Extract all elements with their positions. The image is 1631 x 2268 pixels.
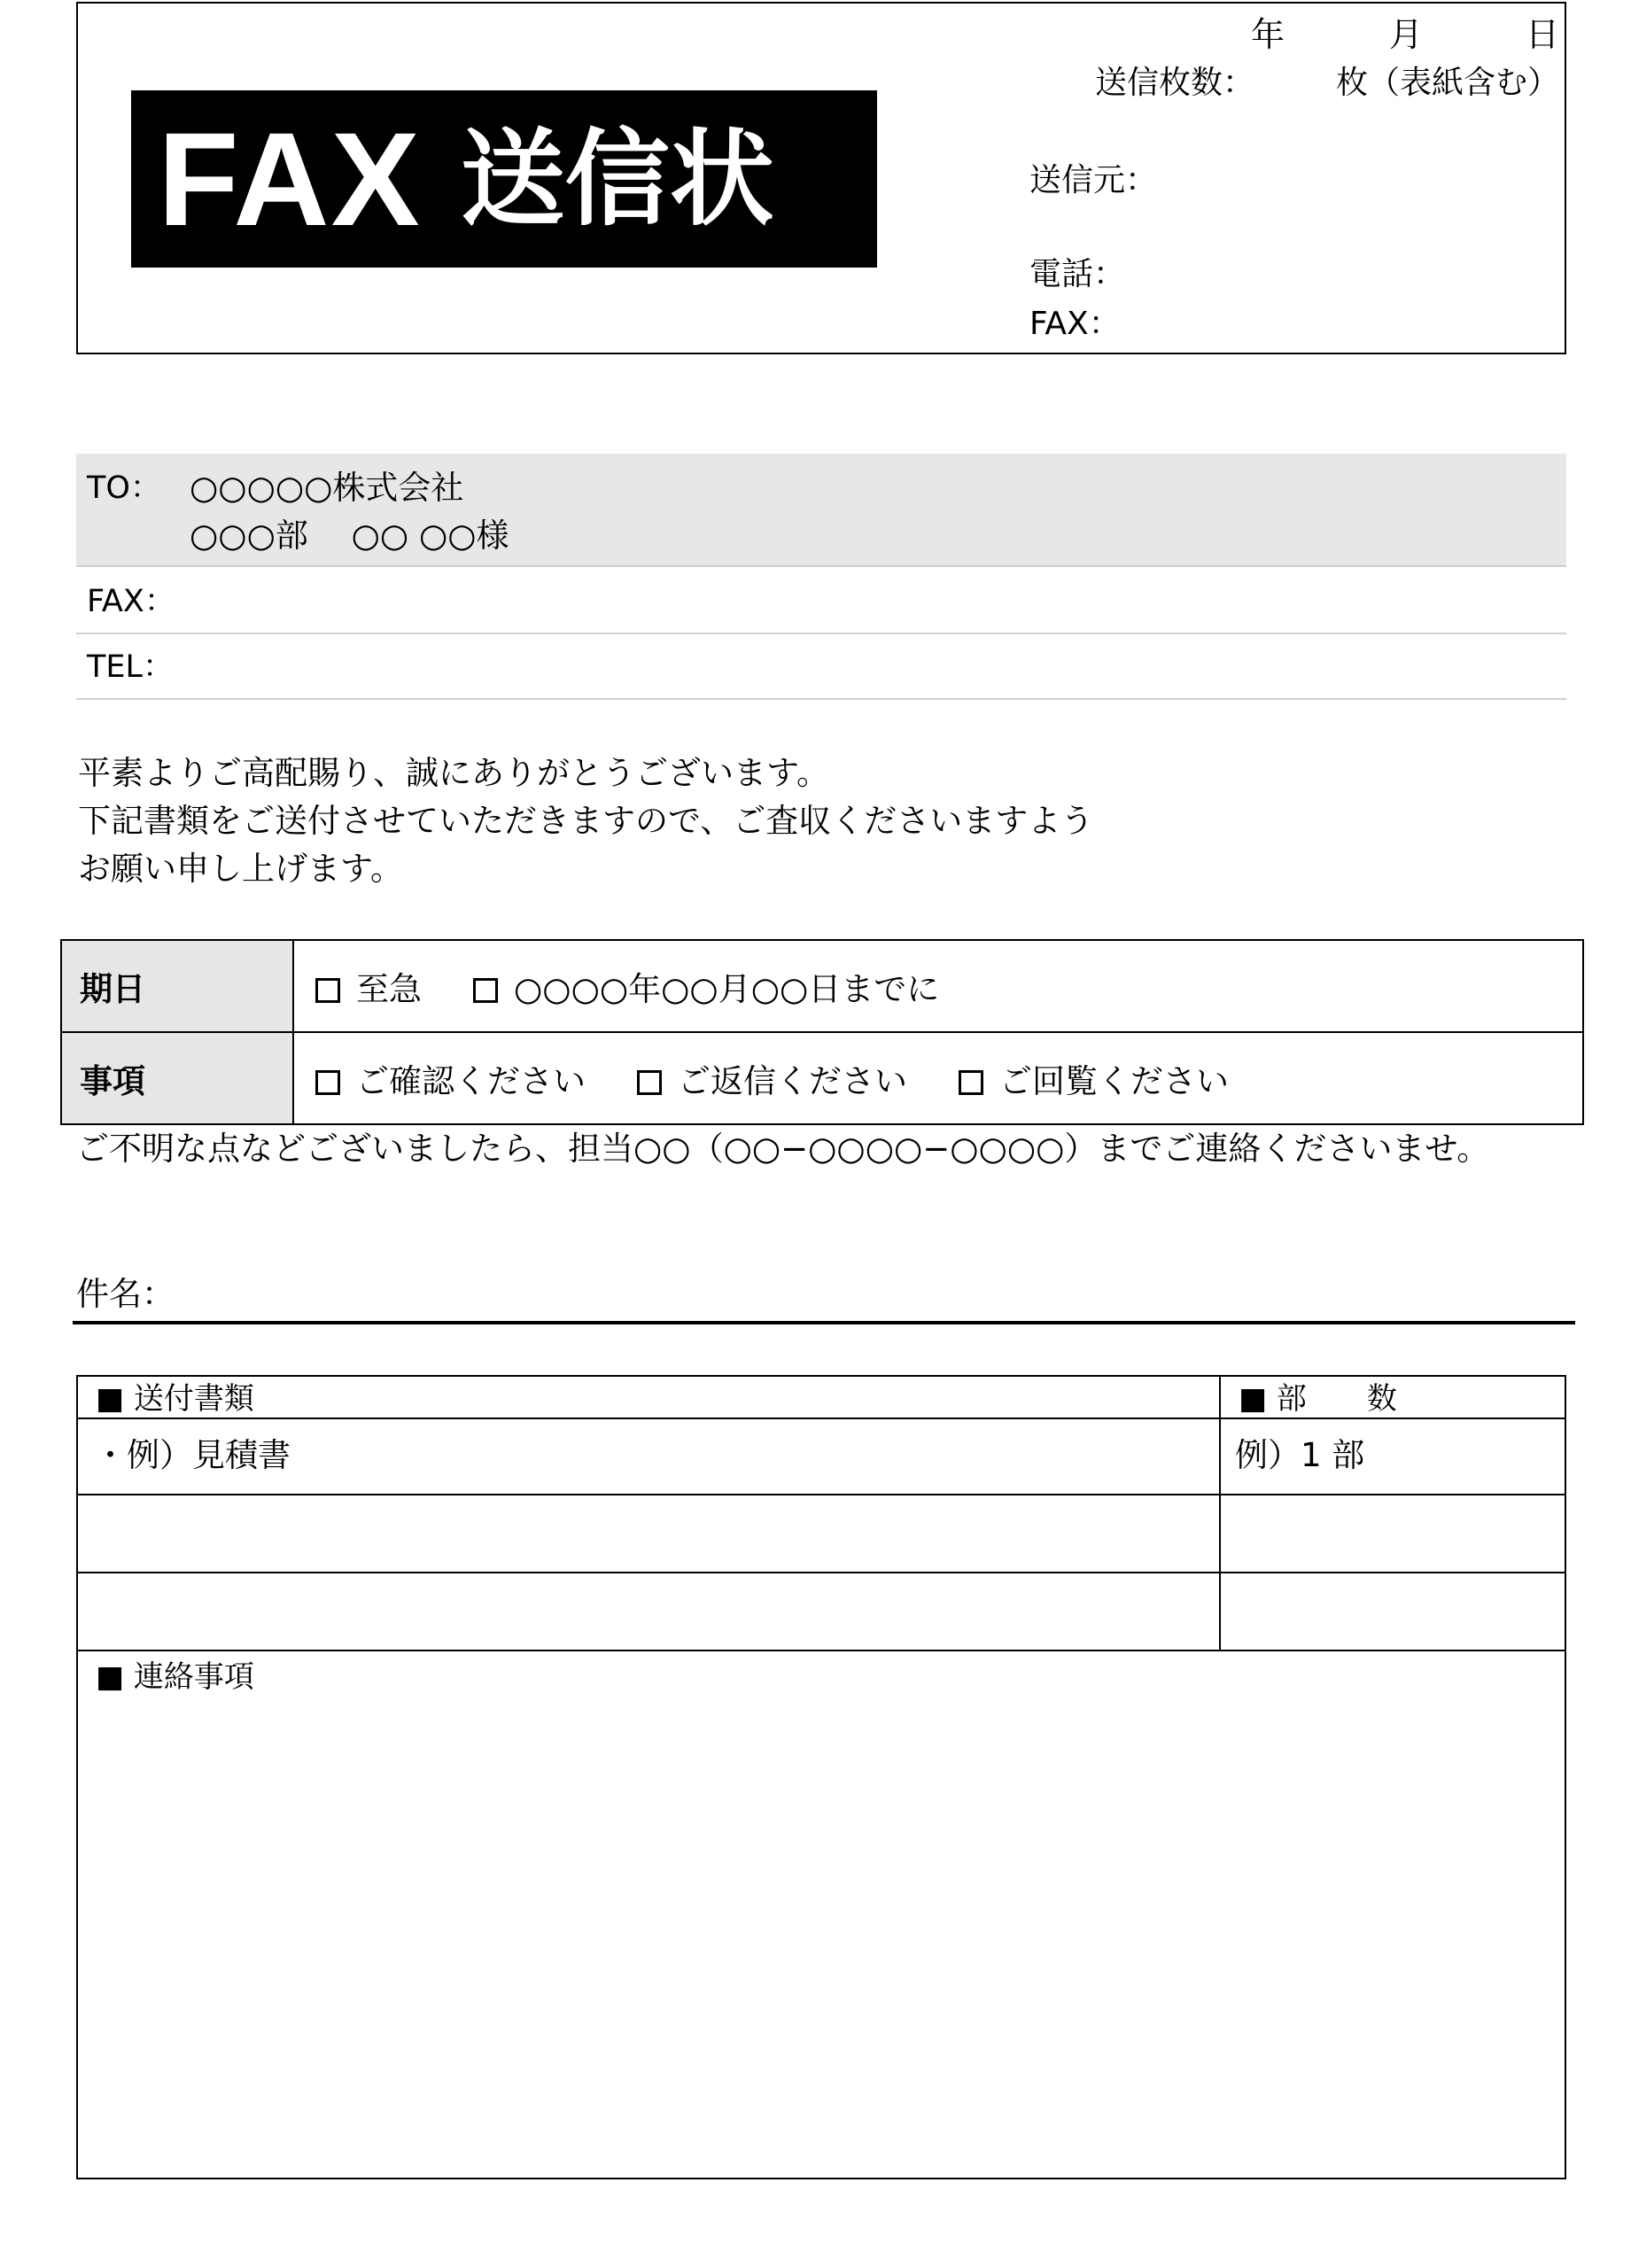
- recipient-department: ○○○部 ○○ ○○様: [190, 517, 509, 555]
- title-banner: [131, 90, 877, 268]
- pages-unit: 枚（表紙含む）: [1336, 65, 1560, 101]
- recipient-fax-label: FAX：: [87, 584, 175, 619]
- docs-row-2-divider: [78, 1572, 1565, 1573]
- title-jp: 送信状: [460, 118, 774, 240]
- deadline-table: [60, 939, 1584, 1125]
- confirm-option-label: ご確認ください: [356, 1062, 586, 1100]
- date-year-label: 年: [1251, 15, 1285, 54]
- urgent-option-label: 至急: [356, 970, 422, 1008]
- tel-row-divider: [76, 698, 1566, 700]
- deadline-options: [293, 940, 1583, 1032]
- fax-label: FAX：: [1029, 306, 1121, 342]
- documents-box: [76, 1375, 1566, 2179]
- circulate-checkbox[interactable]: [959, 1070, 983, 1095]
- title-fax: FAX: [158, 105, 422, 253]
- fax-row-divider: [76, 633, 1566, 634]
- docs-header-divider: [78, 1418, 1565, 1419]
- urgent-checkbox[interactable]: [315, 978, 340, 1003]
- subject-label: 件名：: [76, 1275, 175, 1313]
- date-day-label: 日: [1526, 15, 1560, 54]
- message-line-2: 下記書類をご送付させていただきますので、ご査収くださいますよう: [78, 802, 1094, 840]
- matters-options: [293, 1032, 1583, 1124]
- matters-label: 事項: [61, 1032, 293, 1124]
- notes-header: ■ 連絡事項: [96, 1659, 254, 1695]
- reply-checkbox[interactable]: [637, 1070, 662, 1095]
- doc-row-1-count: 例）1 部: [1235, 1436, 1365, 1474]
- doc-row-1-name: ・例）見積書: [94, 1436, 291, 1474]
- deadline-label: 期日: [61, 940, 293, 1032]
- message-line-3: お願い申し上げます。: [78, 850, 404, 888]
- message-line-1: 平素よりご高配賜り、誠にありがとうございます。: [78, 754, 830, 792]
- phone-label: 電話：: [1029, 256, 1126, 292]
- docs-header: ■ 送付書類: [96, 1381, 254, 1417]
- recipient-company: ○○○○○株式会社: [190, 469, 464, 507]
- pages-label: 送信枚数：: [1095, 65, 1255, 101]
- reply-option-label: ご返信ください: [678, 1062, 907, 1100]
- docs-row-1-divider: [78, 1494, 1565, 1495]
- subject-underline: [73, 1321, 1575, 1324]
- matters-row: [61, 1032, 1583, 1124]
- docs-row-3-divider: [78, 1650, 1565, 1651]
- recipient-tel-label: TEL：: [87, 649, 174, 685]
- date-option-label: ○○○○年○○月○○日までに: [514, 970, 940, 1008]
- date-checkbox[interactable]: [473, 978, 498, 1003]
- contact-note: ご不明な点などございましたら、担当○○（○○−○○○○−○○○○）までご連絡くださいませ。: [76, 1130, 1490, 1168]
- confirm-checkbox[interactable]: [315, 1070, 340, 1095]
- date-month-label: 月: [1389, 15, 1424, 54]
- count-header: ■ 部 数: [1239, 1381, 1397, 1417]
- circulate-option-label: ご回覧ください: [999, 1062, 1229, 1100]
- to-label: TO：: [87, 470, 161, 506]
- sender-label: 送信元：: [1029, 162, 1158, 198]
- deadline-row: [61, 940, 1583, 1032]
